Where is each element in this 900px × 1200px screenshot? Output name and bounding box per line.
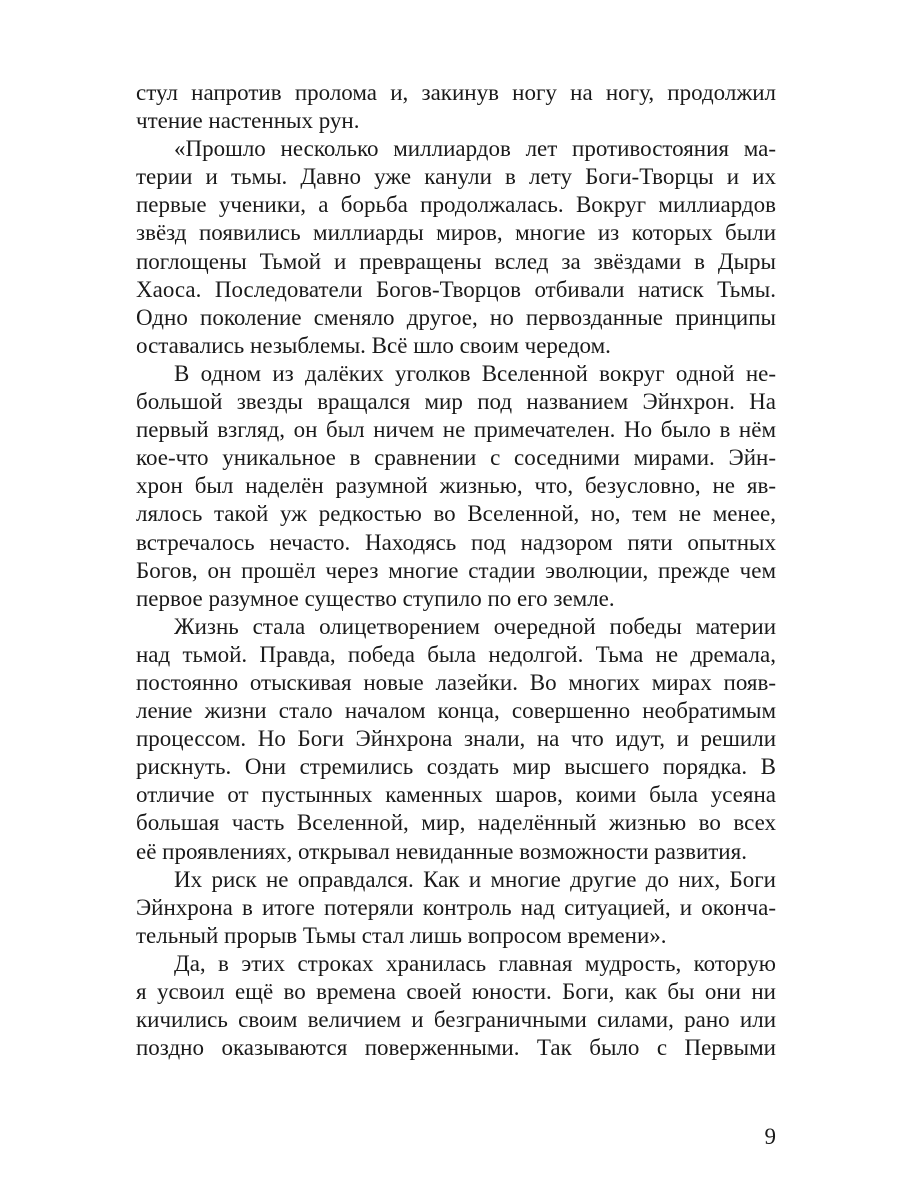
text-line: «Прошло несколько миллиардов лет противостояния ма- bbox=[174, 136, 776, 162]
text-line: Жизнь стала олицетворением очередной победы материи bbox=[174, 613, 776, 639]
text-line: Эйнхрона в итоге потеряли контроль над ситуацией, и оконча- bbox=[136, 894, 776, 920]
text-line: поздно оказываются поверженными. Так было с Первыми bbox=[136, 1035, 776, 1061]
text-line: я усвоил ещё во времена своей юности. Боги, как бы они ни bbox=[136, 979, 776, 1004]
text-line: отличие от пустынных каменных шаров, коими была усеяна bbox=[136, 782, 776, 808]
text-line: звёзд появились миллиарды миров, многие из которых были bbox=[136, 220, 776, 246]
text-line: Богов, он прошёл через многие стадии эволюции, прежде чем bbox=[136, 557, 776, 583]
text-line: встречалось нечасто. Находясь под надзором пяти опытных bbox=[136, 529, 776, 555]
text-line: Да, в этих строках хранилась главная мудрость, которую bbox=[174, 950, 776, 976]
text-line: первый взгляд, он был ничем не примечателен. Но было в нём bbox=[136, 417, 776, 443]
text-line: терии и тьмы. Давно уже канули в лету Боги-Творцы и их bbox=[136, 164, 776, 190]
text-line: чтение настенных рун. bbox=[136, 108, 360, 134]
text-line: над тьмой. Правда, победа была недолгой. Тьма не дремала, bbox=[136, 641, 776, 667]
text-line: кое-что уникальное в сравнении с соседними мирами. Эйн- bbox=[136, 445, 776, 471]
text-line: хрон был наделён разумной жизнью, что, безусловно, не яв- bbox=[136, 473, 776, 499]
page-text bbox=[136, 79, 776, 1062]
text-line: тельный прорыв Тьмы стал лишь вопросом времени». bbox=[136, 922, 667, 948]
page-number: 9 bbox=[764, 1124, 776, 1149]
text-line: поглощены Тьмой и превращены вслед за звёздами в Дыры bbox=[136, 248, 776, 274]
text-line: первые ученики, а борьба продолжалась. Вокруг миллиардов bbox=[136, 192, 776, 218]
text-line: процессом. Но Боги Эйнхрона знали, на что идут, и решили bbox=[136, 726, 776, 752]
text-line: первое разумное существо ступило по его земле. bbox=[136, 585, 615, 611]
text-line: Одно поколение сменяло другое, но первозданные принципы bbox=[136, 304, 776, 330]
text-line: кичились своим величием и безграничными силами, рано или bbox=[136, 1007, 776, 1033]
text-line: рискнуть. Они стремились создать мир высшего порядка. В bbox=[136, 754, 776, 780]
text-line: В одном из далёких уголков Вселенной вокруг одной не- bbox=[174, 360, 776, 386]
text-line: ление жизни стало началом конца, совершенно необратимым bbox=[136, 698, 776, 724]
text-line: её проявлениях, открывал невиданные возможности развития. bbox=[136, 838, 747, 864]
text-line: стул напротив пролома и, закинув ногу на ногу, продолжил bbox=[136, 80, 776, 105]
text-line: Хаоса. Последователи Богов-Творцов отбивали натиск Тьмы. bbox=[136, 276, 776, 302]
text-line: постоянно отыскивая новые лазейки. Во многих мирах появ- bbox=[136, 669, 776, 695]
text-line: большой звезды вращался мир под названием Эйнхрон. На bbox=[136, 389, 776, 415]
text-line: оставались незыблемы. Всё шло своим чередом. bbox=[136, 332, 611, 358]
text-line: большая часть Вселенной, мир, наделённый жизнью во всех bbox=[136, 810, 776, 836]
text-line: Их риск не оправдался. Как и многие другие до них, Боги bbox=[174, 866, 776, 892]
text-line: лялось такой уж редкостью во Вселенной, но, тем не менее, bbox=[136, 501, 776, 527]
